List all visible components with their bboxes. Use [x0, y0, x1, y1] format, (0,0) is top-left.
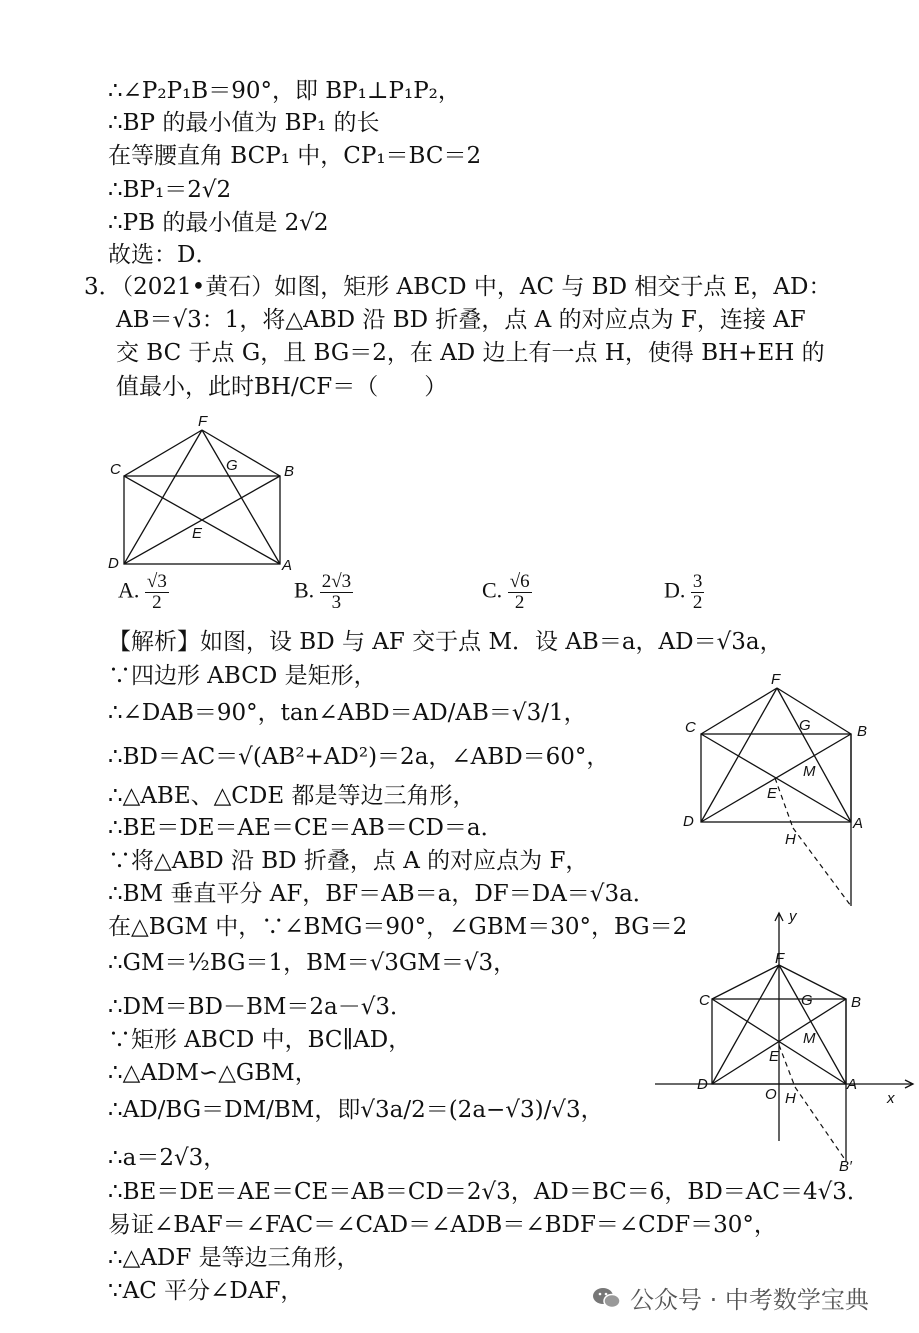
figure-2 [675, 668, 875, 908]
option-c[interactable] [482, 572, 532, 613]
fig3-label-h: H [785, 1090, 796, 1107]
solution-line-13: ∴△ADM∽△GBM， [108, 1060, 318, 1086]
text-line-2: ∴BP 的最小值为 BP₁ 的长 [108, 110, 380, 136]
fig3-label-f: F [775, 950, 785, 967]
solution-line-2: ∵四边形 ABCD 是矩形， [108, 663, 377, 689]
solution-line-19: ∵AC 平分∠DAF， [108, 1278, 304, 1304]
option-b-letter: B. [294, 577, 315, 603]
fig3-label-g: G [801, 992, 813, 1009]
solution-line-8: ∴BM 垂直平分 AF，BF＝AB＝a，DF＝DA＝√3a． [108, 881, 656, 907]
problem-line-4: 值最小，此时BH/CF＝（ ） [116, 374, 448, 400]
option-b[interactable] [294, 572, 353, 613]
fig1-label-a: A [282, 557, 293, 574]
fig3-label-c: C [699, 992, 710, 1009]
solution-line-5: ∴△ABE、△CDE 都是等边三角形， [108, 783, 476, 809]
problem-line-2: AB＝√3：1，将△ABD 沿 BD 折叠，点 A 的对应点为 F，连接 AF [116, 307, 806, 333]
fig1-label-c: C [110, 461, 121, 478]
solution-line-10: ∴GM＝½BG＝1，BM＝√3GM＝√3， [108, 950, 517, 976]
solution-line-15: ∴a＝2√3， [108, 1145, 227, 1171]
fig2-label-m: M [803, 763, 816, 780]
solution-line-14: ∴AD/BG＝DM/BM，即√3a/2＝(2a−√3)/√3， [108, 1097, 604, 1123]
option-d-fraction: $\frac{3}{2}$ [692, 571, 703, 613]
fig2-label-a: A [853, 815, 864, 832]
fig3-label-b: B [851, 994, 862, 1011]
option-d-letter: D. [664, 577, 686, 603]
option-a-letter: A. [118, 577, 140, 603]
problem-line-1: 3．（2021•黄石）如图，矩形 ABCD 中，AC 与 BD 相交于点 E，AD： [84, 274, 832, 300]
fig1-label-e: E [192, 525, 203, 542]
solution-line-7: ∵将△ABD 沿 BD 折叠，点 A 的对应点为 F， [108, 848, 589, 874]
fig1-label-g: G [226, 457, 238, 474]
option-a-fraction: $\frac{√3}{2}$ [146, 571, 167, 613]
fig1-label-d: D [108, 555, 119, 572]
solution-line-6: ∴BE＝DE＝AE＝CE＝AB＝CD＝a． [108, 815, 504, 841]
option-d[interactable] [664, 572, 704, 613]
solution-line-3: ∴∠DAB＝90°，tan∠ABD＝AD/AB＝√3/1， [108, 700, 587, 726]
solution-line-18: ∴△ADF 是等边三角形， [108, 1245, 360, 1271]
wechat-icon [592, 1286, 622, 1310]
option-c-fraction: $\frac{√6}{2}$ [509, 571, 530, 613]
watermark [592, 1280, 869, 1315]
fig3-label-e: E [769, 1048, 780, 1065]
text-line-4: ∴BP₁＝2√2 [108, 177, 232, 203]
option-b-fraction: $\frac{2√3}{3}$ [321, 571, 352, 613]
fig2-label-g: G [799, 717, 811, 734]
fig3-label-b-prime: B′ [839, 1158, 852, 1175]
fig2-label-e: E [767, 785, 778, 802]
fig2-label-d: D [683, 813, 694, 830]
fig3-label-m: M [803, 1030, 816, 1047]
text-line-3: 在等腰直角 BCP₁ 中，CP₁＝BC＝2 [108, 143, 482, 169]
option-a[interactable] [118, 572, 169, 613]
fig2-label-h: H [785, 831, 796, 848]
solution-line-11: ∴DM＝BD－BM＝2a－√3． [108, 994, 414, 1020]
problem-line-3: 交 BC 于点 G，且 BG＝2，在 AD 边上有一点 H，使得 BH+EH 的 [116, 340, 825, 366]
solution-line-17: 易证∠BAF＝∠FAC＝∠CAD＝∠ADB＝∠BDF＝∠CDF＝30°， [108, 1212, 777, 1238]
option-c-letter: C. [482, 577, 503, 603]
text-line-6: 故选：D． [108, 242, 219, 268]
solution-line-1: 【解析】如图，设 BD 与 AF 交于点 M．设 AB＝a，AD＝√3a， [108, 629, 783, 655]
fig3-label-d: D [697, 1076, 708, 1093]
solution-line-12: ∵矩形 ABCD 中，BC∥AD， [108, 1027, 412, 1053]
fig1-label-b: B [284, 463, 295, 480]
watermark-text: 公众号 · 中考数学宝典 [630, 1286, 869, 1314]
figure-3 [655, 905, 917, 1175]
text-line-5: ∴PB 的最小值是 2√2 [108, 210, 329, 236]
solution-line-9: 在△BGM 中，∵∠BMG＝90°，∠GBM＝30°，BG＝2 [108, 914, 688, 940]
fig2-label-b: B [857, 723, 868, 740]
fig3-label-a: A [847, 1076, 858, 1093]
fig3-label-x: x [887, 1090, 895, 1107]
solution-line-16: ∴BE＝DE＝AE＝CE＝AB＝CD＝2√3，AD＝BC＝6，BD＝AC＝4√3． [108, 1179, 870, 1205]
fig2-label-f: F [771, 671, 781, 688]
text-line-1: ∴∠P₂P₁B＝90°，即 BP₁⊥P₁P₂， [108, 78, 461, 104]
fig1-label-f: F [198, 413, 208, 430]
fig3-label-y: y [789, 908, 797, 925]
fig3-label-o: O [765, 1086, 777, 1103]
figure-1 [104, 412, 304, 577]
solution-line-4: ∴BD＝AC＝√(AB²+AD²)＝2a，∠ABD＝60°， [108, 744, 610, 770]
fig2-label-c: C [685, 719, 696, 736]
